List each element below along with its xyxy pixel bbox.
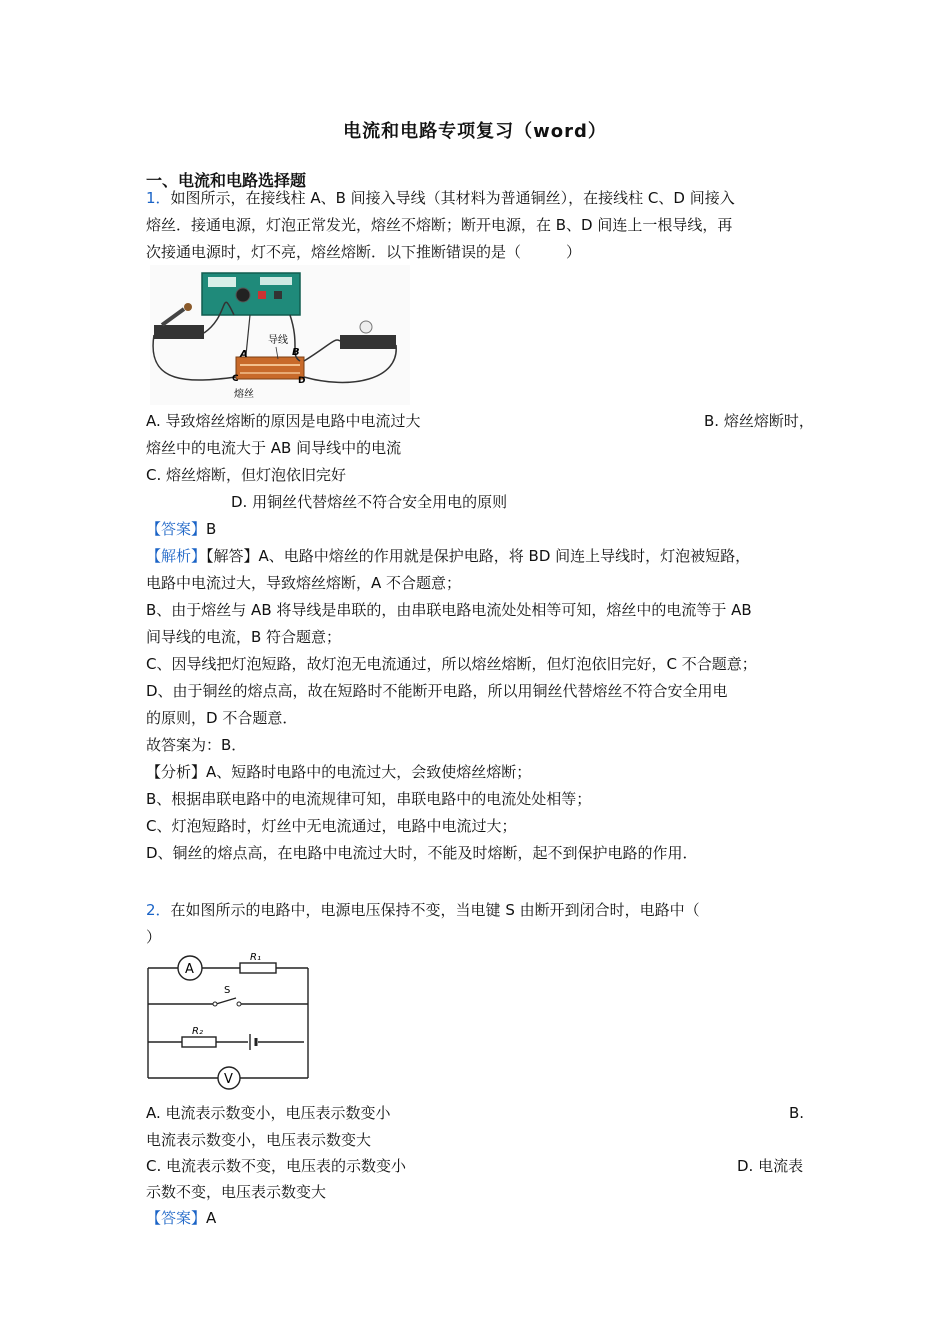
q1-stem-text1: 如图所示，在接线柱 A、B 间接入导线（其材料为普通铜丝），在接线柱 C、D 间接入 <box>170 189 735 207</box>
q2-answer-label: 【答案】 <box>146 1209 207 1227</box>
q1-stem-line1 <box>146 188 735 208</box>
q2-option-d-part1: D. 电流表 <box>737 1157 804 1175</box>
page-title: 电流和电路专项复习（word） <box>343 121 607 142</box>
resistor-r2-icon <box>182 1037 216 1047</box>
fig1-label-b: B <box>292 347 300 358</box>
lamp-base <box>340 335 396 349</box>
q2-answer <box>146 1208 216 1228</box>
q1-circuit-photo <box>150 265 410 405</box>
q1-analysis-line7: 的原则，D 不合题意． <box>146 709 298 727</box>
fig1-label-wire: 导线 <box>268 335 288 346</box>
q2-option-b-part1: B. <box>789 1104 805 1122</box>
q2-stem-text1: 在如图所示的电路中，电源电压保持不变，当电键 S 由断开到闭合时，电路中（ <box>170 901 700 919</box>
lamp-bulb-icon <box>360 321 372 333</box>
q1-analysis-line5: C、因导线把灯泡短路，故灯泡无电流通过，所以熔丝熔断，但灯泡依旧完好，C 不合题意； <box>146 655 757 673</box>
q1-stem-line2: 熔丝．接通电源，灯泡正常发光，熔丝不熔断；断开电源，在 B、D 间连上一根导线，再 <box>146 216 733 234</box>
resistor-r1-icon <box>240 963 276 973</box>
q1-summary-line4: D、铜丝的熔点高，在电路中电流过大时，不能及时熔断，起不到保护电路的作用． <box>146 844 698 862</box>
q2-option-a: A. 电流表示数变小，电压表示数变小 <box>146 1104 391 1122</box>
fig1-label-a: A <box>240 349 248 360</box>
q1-answer-label: 【答案】 <box>146 520 207 538</box>
switch-label: S <box>224 985 231 996</box>
q1-answer-value: B <box>206 520 217 538</box>
q1-option-d: D. 用铜丝代替熔丝不符合安全用电的原则 <box>231 493 508 511</box>
q1-option-b-part2: 熔丝中的电流大于 AB 间导线中的电流 <box>146 439 402 457</box>
q2-circuit-diagram <box>144 952 314 1092</box>
q2-stem-line2: ） <box>146 928 162 946</box>
q1-summary-line2: B、根据串联电路中的电流规律可知，串联电路中的电流处处相等； <box>146 790 592 808</box>
r1-label: R₁ <box>250 952 261 963</box>
q1-analysis-line6: D、由于铜丝的熔点高，故在短路时不能断开电路，所以用铜丝代替熔丝不符合安全用电 <box>146 682 728 700</box>
q1-analysis-line3: B、由于熔丝与 AB 将导线是串联的，由串联电路电流处处相等可知，熔丝中的电流等于 AB <box>146 601 752 619</box>
q1-analysis-label: 【解析】 <box>146 547 207 565</box>
section-heading: 一、电流和电路选择题 <box>146 171 307 190</box>
q2-stem-line1 <box>146 900 700 920</box>
q2-answer-value: A <box>206 1209 217 1227</box>
q1-stem-line3: 次接通电源时，灯不亮，熔丝熔断．以下推断错误的是（ ） <box>146 243 582 261</box>
r2-label: R₂ <box>192 1026 203 1037</box>
q1-answer <box>146 519 216 539</box>
q1-summary-line3: C、灯泡短路时，灯丝中无电流通过，电路中电流过大； <box>146 817 517 835</box>
q1-analysis-line4: 间导线的电流，B 符合题意； <box>146 628 342 646</box>
voltmeter-label: V <box>224 1072 233 1087</box>
q2-option-b-part2: 电流表示数变小，电压表示数变大 <box>146 1131 372 1149</box>
q2-option-c: C. 电流表示数不变，电压表的示数变小 <box>146 1157 407 1175</box>
q1-analysis-text1: 【解答】A、电路中熔丝的作用就是保护电路，将 BD 间连上导线时，灯泡被短路， <box>206 547 751 565</box>
q1-option-b-part1: B. 熔丝熔断时， <box>704 412 814 430</box>
power-knob-icon <box>236 288 250 302</box>
q1-option-c: C. 熔丝熔断，但灯泡依旧完好 <box>146 466 347 484</box>
q1-analysis-line2: 电路中电流过大，导致熔丝熔断，A 不合题意； <box>146 574 462 592</box>
fig1-label-d: D <box>298 376 306 386</box>
left-fuse-holder <box>154 325 204 339</box>
switch-icon <box>213 1002 217 1006</box>
q1-summary-line1: 【分析】A、短路时电路中的电流过大，会致使熔丝熔断； <box>146 763 532 781</box>
fig1-label-fuse: 熔丝 <box>234 389 254 400</box>
q2-option-d-part2: 示数不变，电压表示数变大 <box>146 1183 327 1201</box>
q1-analysis-line8: 故答案为：B． <box>146 736 247 754</box>
q1-analysis-line1 <box>146 546 750 566</box>
q2-number: 2． <box>146 901 171 919</box>
q1-number: 1． <box>146 189 171 207</box>
q1-option-a: A. 导致熔丝熔断的原因是电路中电流过大 <box>146 412 421 430</box>
fig1-label-c: C <box>232 374 239 384</box>
ammeter-label: A <box>185 962 194 977</box>
copper-board <box>236 357 304 379</box>
